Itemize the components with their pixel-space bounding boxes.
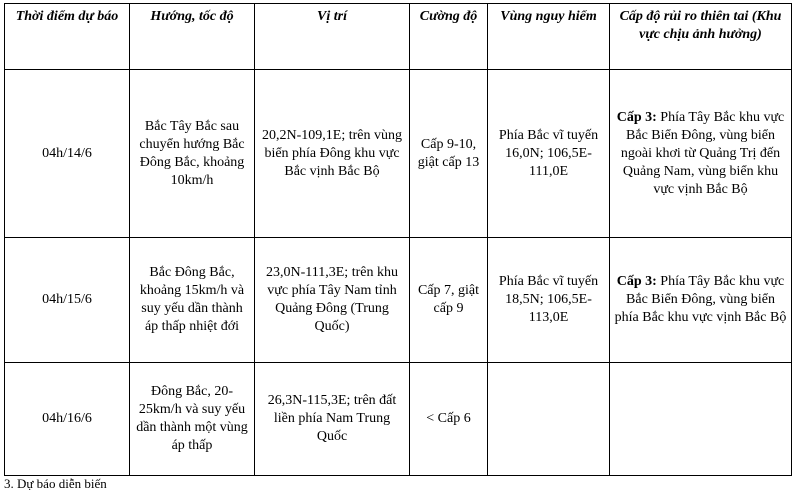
cell-danger-zone — [488, 363, 610, 476]
cell-direction: Bắc Đông Bắc, khoảng 15km/h và suy yếu dần thành áp thấp nhiệt đới — [130, 238, 255, 363]
forecast-table — [4, 3, 792, 476]
cell-danger-zone: Phía Bắc vĩ tuyến 16,0N; 106,5E-111,0E — [488, 70, 610, 238]
cell-direction: Đông Bắc, 20-25km/h và suy yếu dần thành một vùng áp thấp — [130, 363, 255, 476]
cell-time: 04h/16/6 — [5, 363, 130, 476]
cell-intensity: Cấp 7, giật cấp 9 — [410, 238, 488, 363]
cell-position: 26,3N-115,3E; trên đất liền phía Nam Trung Quốc — [255, 363, 410, 476]
risk-area-text: Phía Tây Bắc khu vực Bắc Biển Đông, vùng biển phía Bắc khu vực vịnh Bắc Bộ — [614, 274, 787, 325]
cell-risk — [610, 70, 792, 238]
cell-position: 23,0N-111,3E; trên khu vực phía Tây Nam tỉnh Quảng Đông (Trung Quốc) — [255, 238, 410, 363]
header-intensity: Cường độ — [410, 4, 488, 70]
table-row — [5, 363, 792, 476]
risk-area-text: Phía Tây Bắc khu vực Bắc Biển Đông, vùng biển ngoài khơi từ Quảng Trị đến Quảng Nam, vùng biển khu vực vịnh Bắc Bộ — [620, 109, 785, 197]
header-danger-zone: Vùng nguy hiểm — [488, 4, 610, 70]
cell-risk — [610, 363, 792, 476]
section-heading: 3. Dự báo diễn biến — [4, 476, 107, 491]
header-position: Vị trí — [255, 4, 410, 70]
risk-level-label: Cấp 3: — [616, 109, 657, 125]
header-direction: Hướng, tốc độ — [130, 4, 255, 70]
cell-risk — [610, 238, 792, 363]
table-row — [5, 238, 792, 363]
cell-danger-zone: Phía Bắc vĩ tuyến 18,5N; 106,5E-113,0E — [488, 238, 610, 363]
cell-intensity: Cấp 9-10, giật cấp 13 — [410, 70, 488, 238]
table-row — [5, 70, 792, 238]
header-time: Thời điểm dự báo — [5, 4, 130, 70]
cell-direction: Bắc Tây Bắc sau chuyển hướng Bắc Đông Bắc, khoảng 10km/h — [130, 70, 255, 238]
risk-level-label: Cấp 3: — [616, 274, 657, 289]
cell-time: 04h/14/6 — [5, 70, 130, 238]
header-risk-level: Cấp độ rủi ro thiên tai (Khu vực chịu ảnh hưởng) — [610, 4, 792, 70]
cell-time: 04h/15/6 — [5, 238, 130, 363]
table-header-row — [5, 4, 792, 70]
cell-position: 20,2N-109,1E; trên vùng biển phía Đông khu vực Bắc vịnh Bắc Bộ — [255, 70, 410, 238]
cell-intensity: < Cấp 6 — [410, 363, 488, 476]
